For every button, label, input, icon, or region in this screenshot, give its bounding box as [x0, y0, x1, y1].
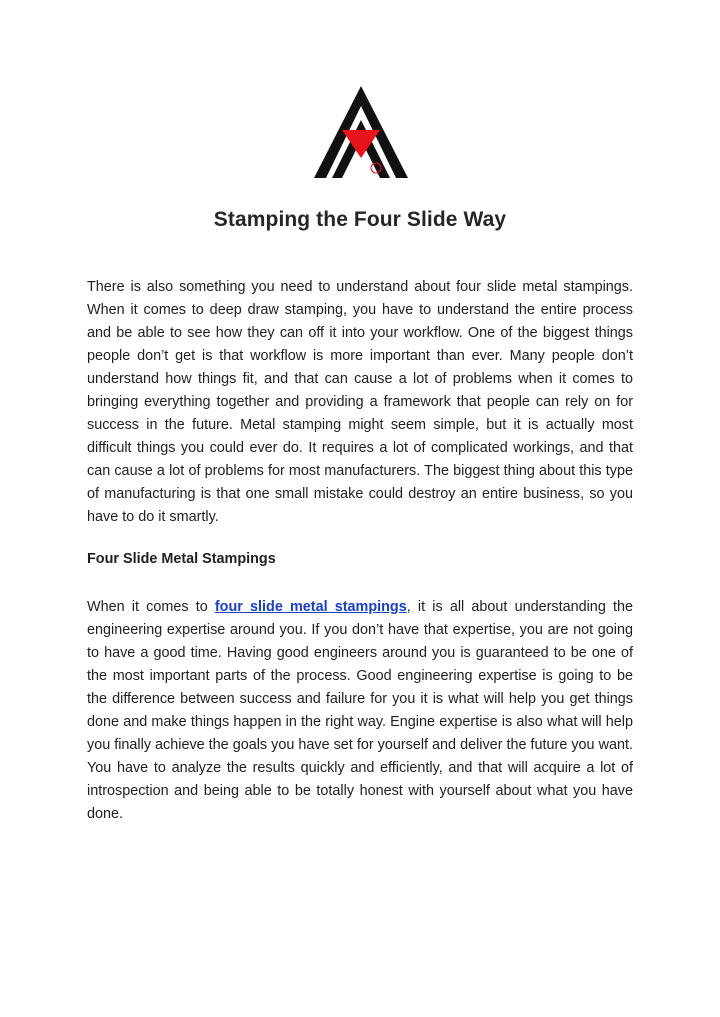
intro-paragraph: There is also something you need to understand about four slide metal stampings. When it comes to deep draw stamping, you have to understand the entire process and be able to see how they can off it into your workflow. One of the biggest things people don’t get is that workflow is more important than ever. Many people don’t understand how things fit, and that can cause a lot of problems when it comes to bringing everything together and providing a framework that people can rely on for success in the future. Metal stamping might seem simple, but it is actually most difficult things you could ever do. It requires a lot of complicated workings, and that can cause a lot of problems for most manufacturers. The biggest thing about this type of manufacturing is that one small mistake could destroy an entire business, so you have to do it smartly.	[87, 279, 633, 525]
section-heading: Four Slide Metal Stampings	[87, 551, 276, 567]
triangle-logo-icon	[312, 84, 410, 180]
section-paragraph	[87, 596, 633, 826]
paragraph-text-before-link: When it comes to	[87, 599, 215, 615]
four-slide-metal-stampings-link[interactable]: four slide metal stampings	[214, 599, 407, 615]
paragraph-text-after-link: , it is all about understanding the engineering expertise around you. If you don’t have that expertise, you are not going to have a good time. Having good engineers around you is guaranteed to be one of the most important parts of the process. Good engineering expertise is going to be the difference between success and failure for you it is what will help you get things done and make things happen in the right way. Engine expertise is also what will help you finally achieve the goals you have set for yourself and deliver the future you want. You have to analyze the results quickly and efficiently, and that will acquire a lot of introspection and being able to be totally honest with yourself about what you have done.	[87, 599, 633, 822]
page-title: Stamping the Four Slide Way	[213, 208, 507, 231]
